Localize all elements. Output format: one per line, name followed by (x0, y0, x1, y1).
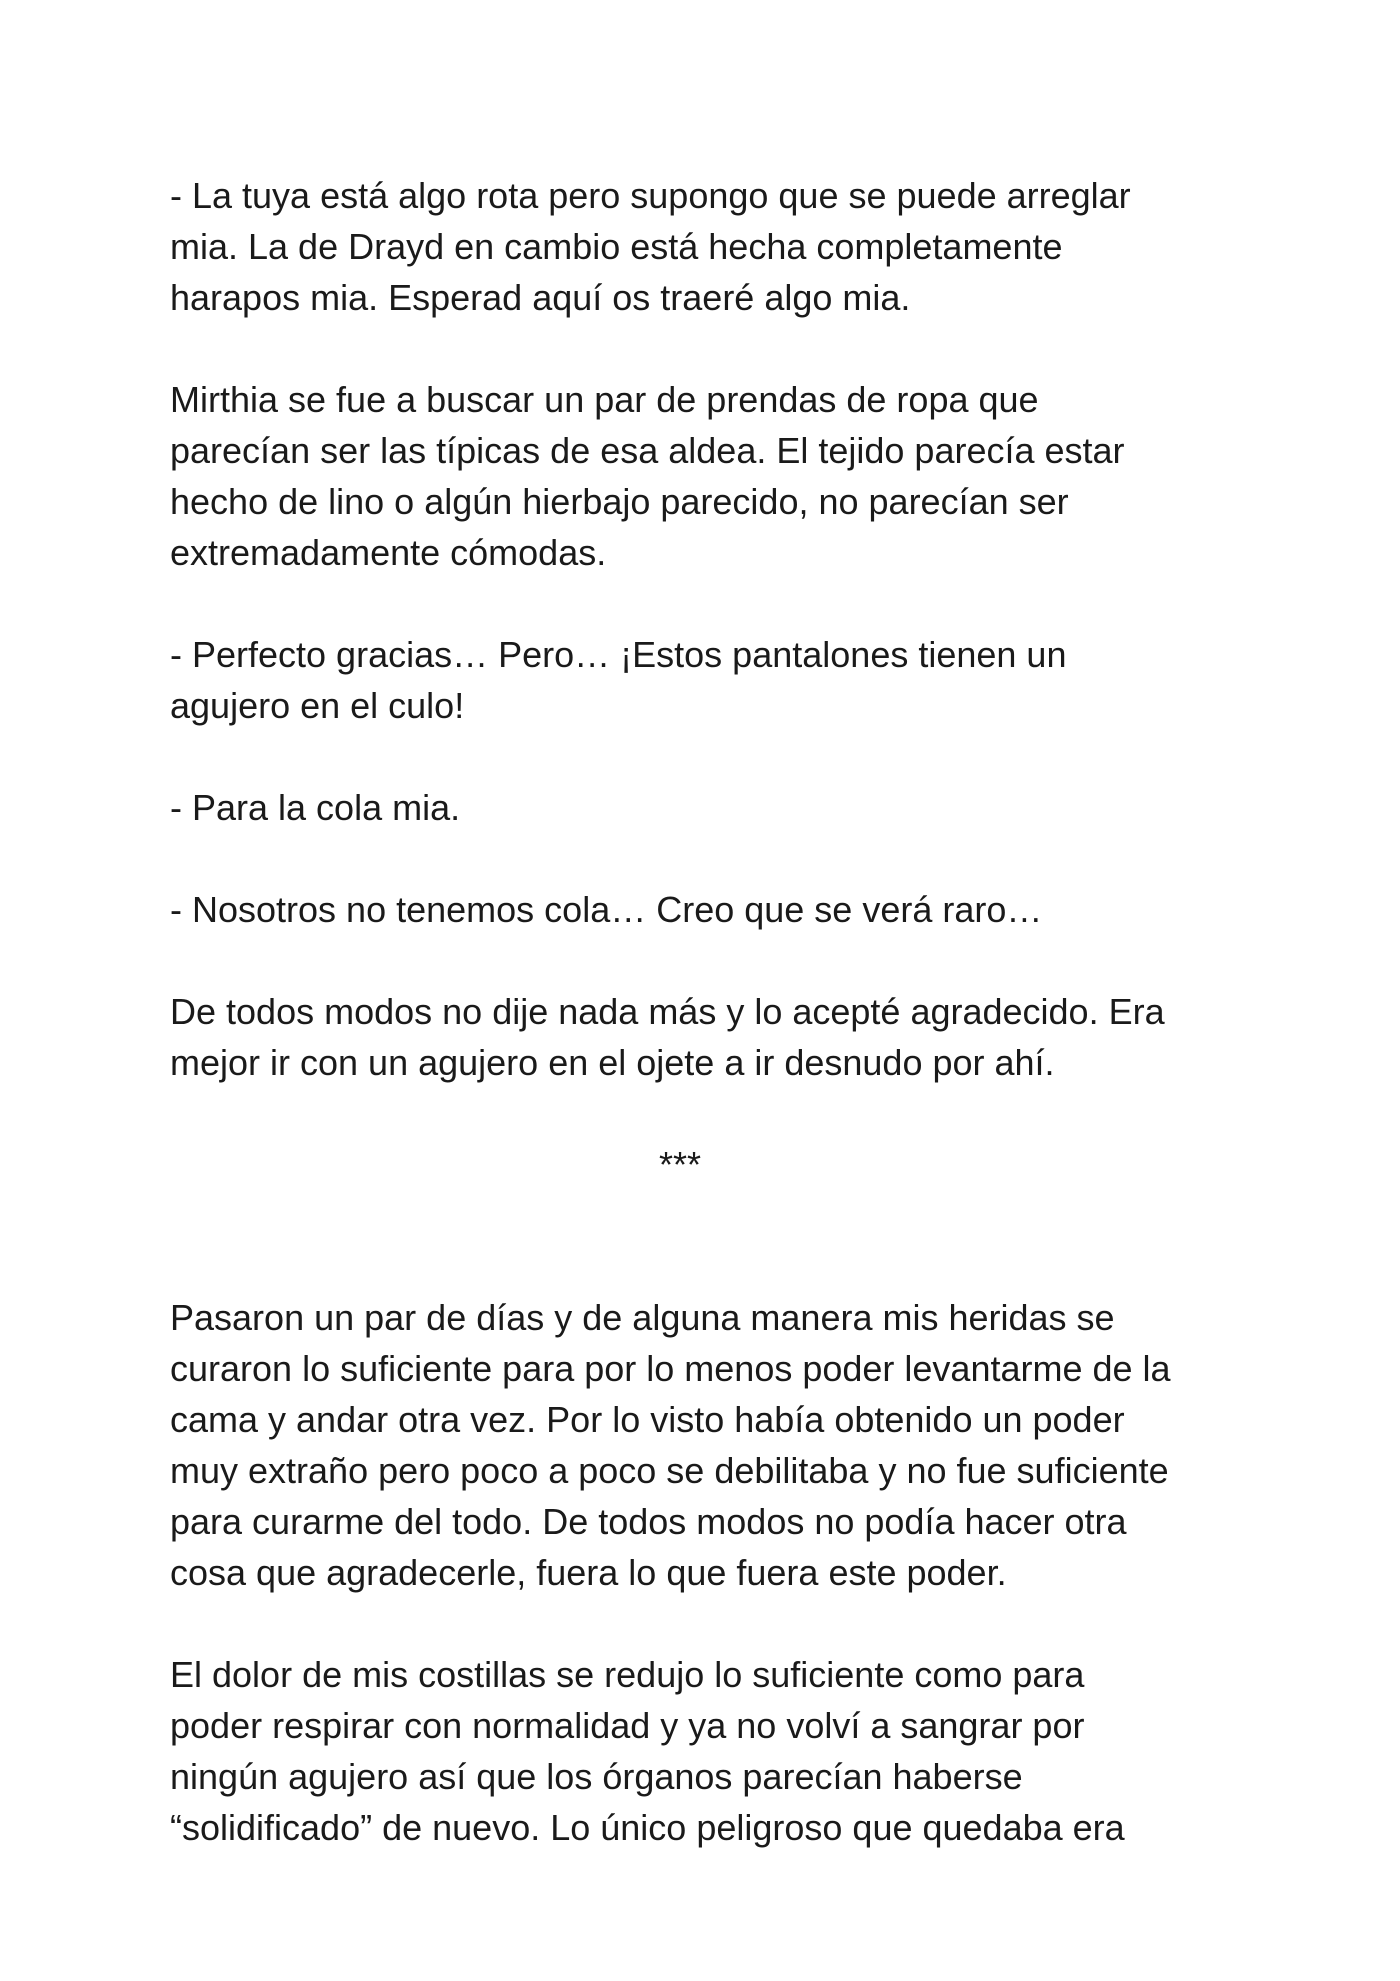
text-line: extremadamente cómodas. (170, 532, 607, 573)
text-line: - Nosotros no tenemos cola… Creo que se verá raro… (170, 889, 1043, 930)
text-line: parecían ser las típicas de esa aldea. El tejido parecía estar (170, 430, 1125, 471)
document-body (170, 170, 1250, 1904)
text-line: - Perfecto gracias… Pero… ¡Estos pantalones tienen un (170, 634, 1067, 675)
text-line: El dolor de mis costillas se redujo lo suficiente como para (170, 1654, 1085, 1695)
text-line: “solidificado” de nuevo. Lo único peligroso que quedaba era (170, 1807, 1125, 1848)
paragraph-1 (170, 170, 1250, 323)
text-line: De todos modos no dije nada más y lo acepté agradecido. Era (170, 991, 1165, 1032)
paragraph-2 (170, 374, 1250, 578)
paragraph-7 (170, 1292, 1250, 1598)
text-line: - La tuya está algo rota pero supongo que se puede arreglar (170, 175, 1131, 216)
text-line: cama y andar otra vez. Por lo visto había obtenido un poder (170, 1399, 1125, 1440)
text-line: mejor ir con un agujero en el ojete a ir desnudo por ahí. (170, 1042, 1055, 1083)
separator-text: *** (658, 1144, 702, 1185)
text-line: Pasaron un par de días y de alguna manera mis heridas se (170, 1297, 1115, 1338)
text-line: curaron lo suficiente para por lo menos poder levantarme de la (170, 1348, 1171, 1389)
scene-separator (170, 1139, 1250, 1190)
text-line: poder respirar con normalidad y ya no volví a sangrar por (170, 1705, 1085, 1746)
text-line: para curarme del todo. De todos modos no podía hacer otra (170, 1501, 1127, 1542)
spacer (170, 1241, 1250, 1292)
text-line: Mirthia se fue a buscar un par de prendas de ropa que (170, 379, 1039, 420)
text-line: mia. La de Drayd en cambio está hecha completamente (170, 226, 1063, 267)
text-line: cosa que agradecerle, fuera lo que fuera este poder. (170, 1552, 1007, 1593)
text-line: - Para la cola mia. (170, 787, 461, 828)
text-line: harapos mia. Esperad aquí os traeré algo mia. (170, 277, 911, 318)
paragraph-3 (170, 629, 1250, 731)
text-line: ningún agujero así que los órganos parecían haberse (170, 1756, 1023, 1797)
text-line: hecho de lino o algún hierbajo parecido, no parecían ser (170, 481, 1069, 522)
text-line: muy extraño pero poco a poco se debilitaba y no fue suficiente (170, 1450, 1169, 1491)
paragraph-4 (170, 782, 1250, 833)
paragraph-8 (170, 1649, 1250, 1853)
text-line: agujero en el culo! (170, 685, 465, 726)
paragraph-5 (170, 884, 1250, 935)
paragraph-6 (170, 986, 1250, 1088)
